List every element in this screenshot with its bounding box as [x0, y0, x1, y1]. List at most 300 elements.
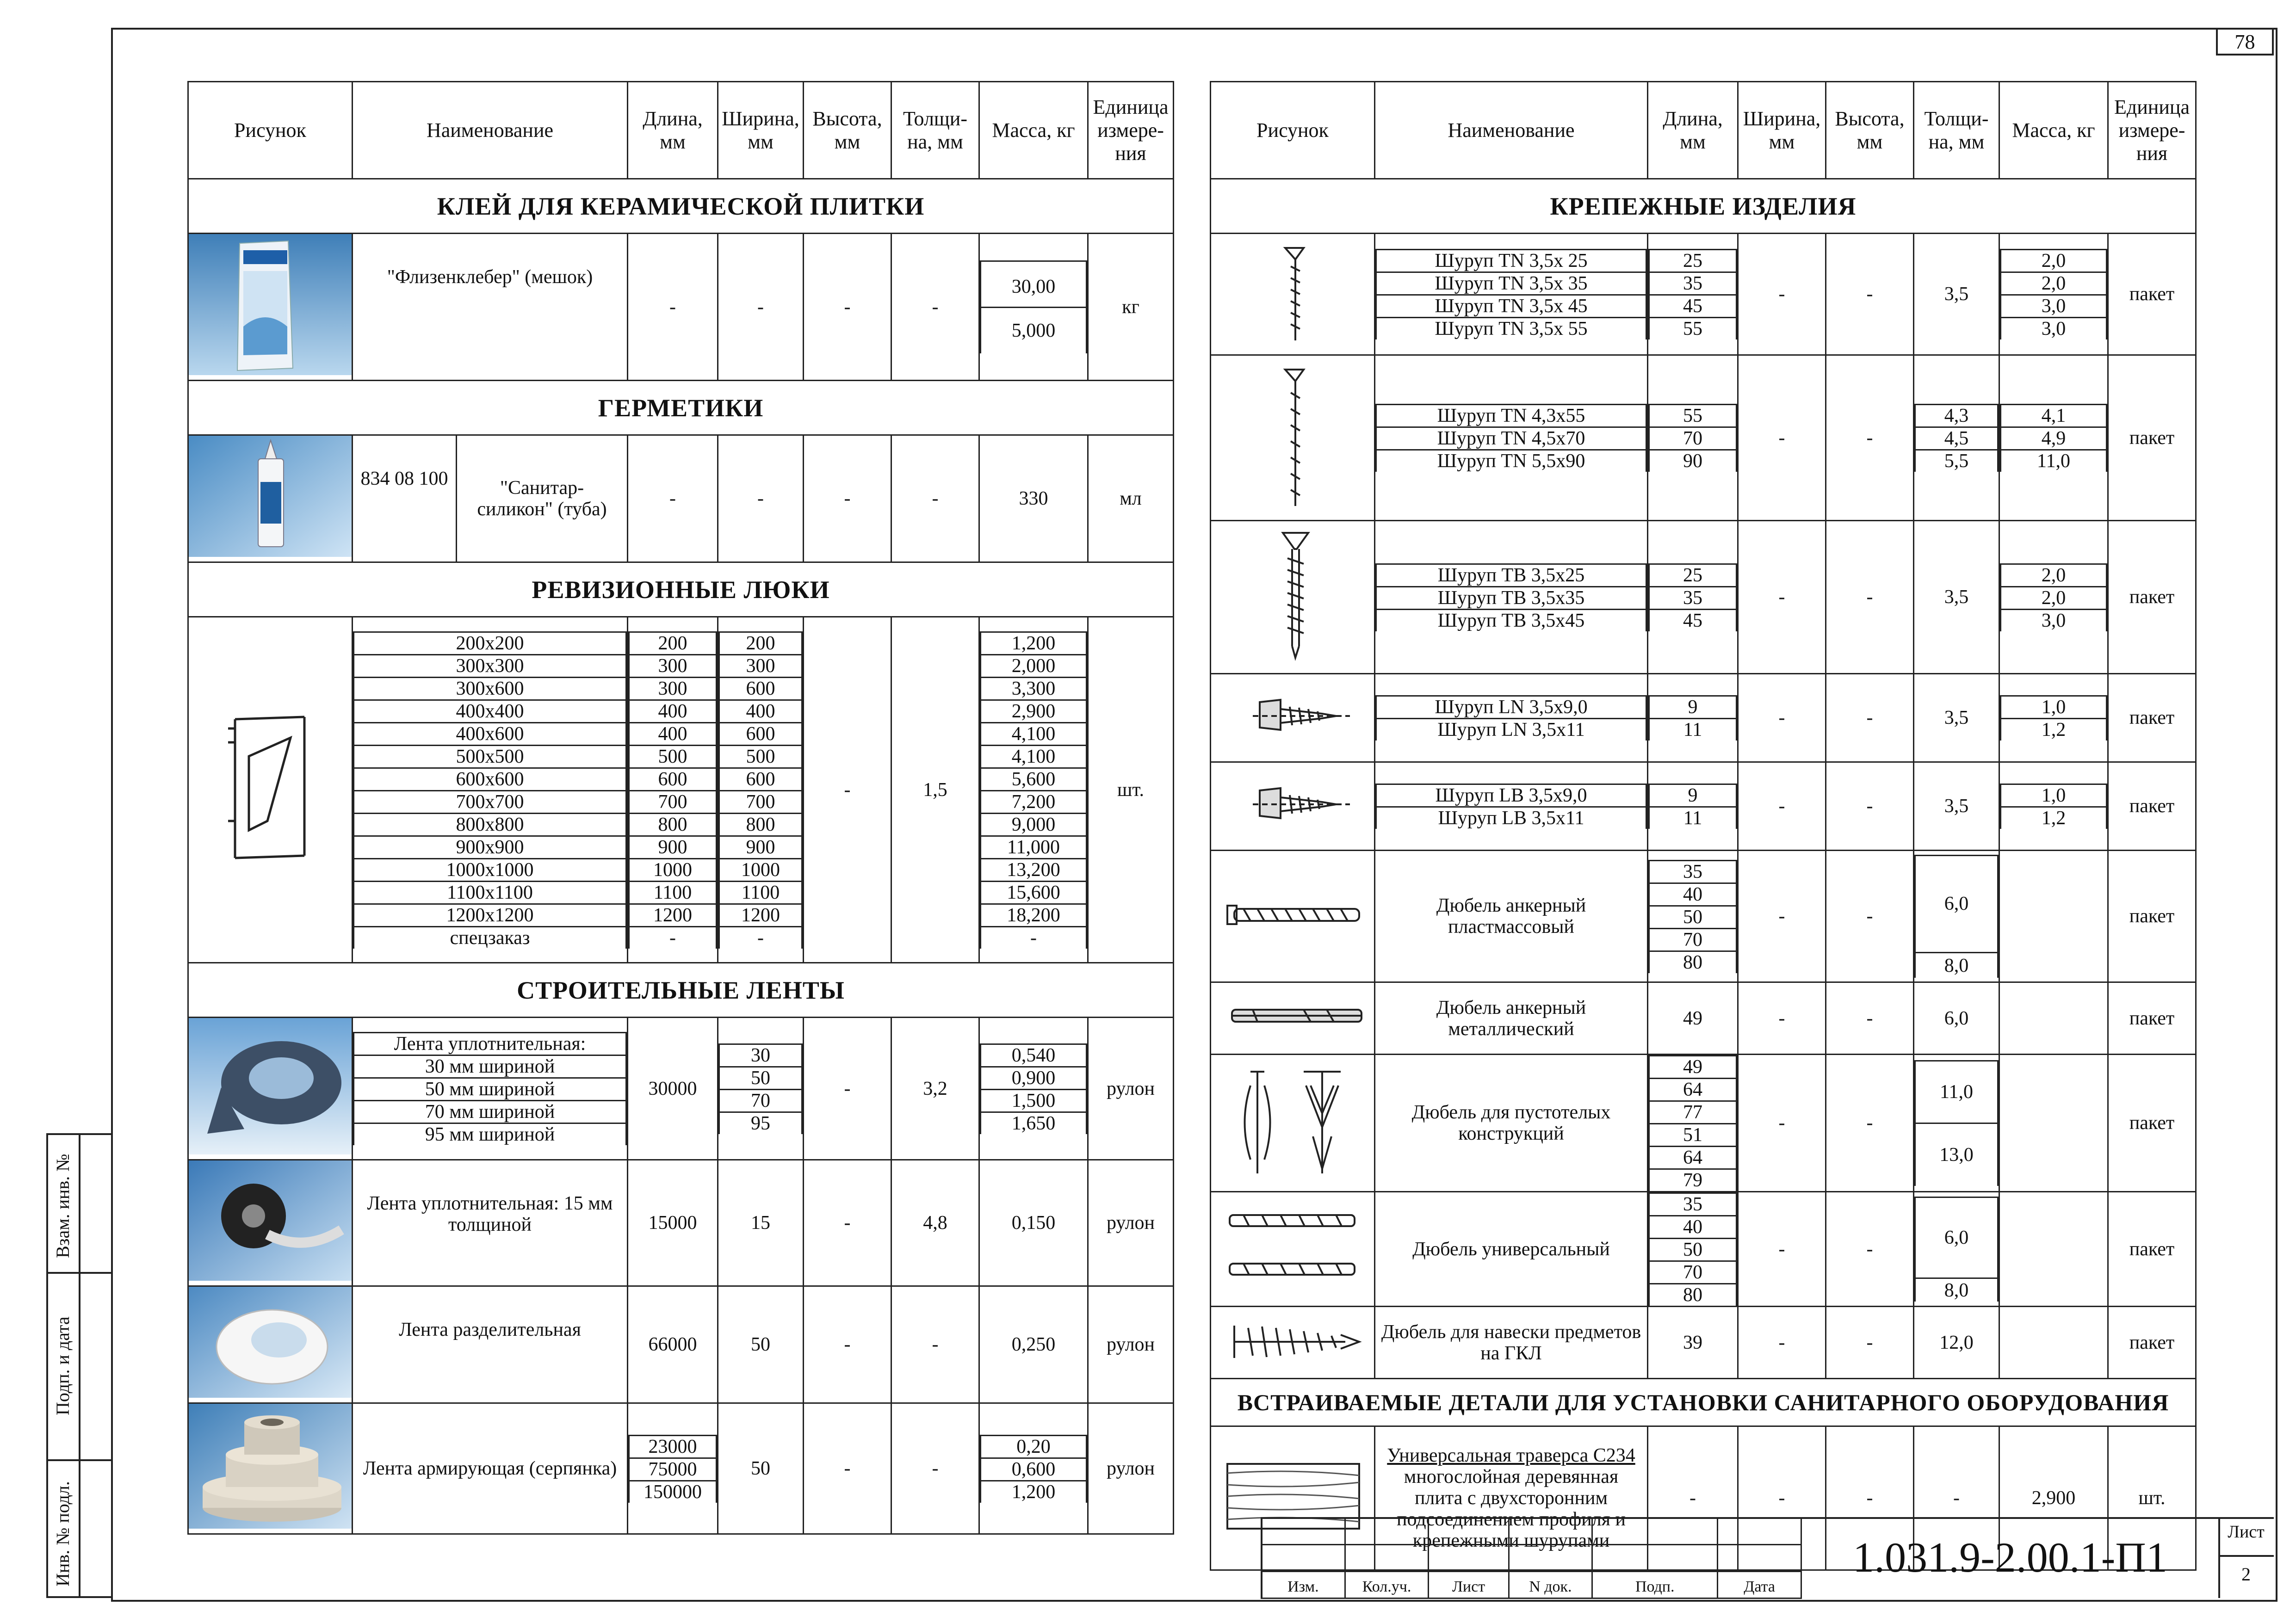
sealant-unit: мл [1088, 435, 1174, 562]
tape1-variant: 95 мм шириной [354, 1123, 626, 1146]
sealant-code: 834 08 100 [353, 435, 457, 562]
sheet-label: Лист [2228, 1522, 2265, 1542]
stamp-col-label: Изм. [1262, 1572, 1345, 1598]
g8-thk-2: 13,0 [1915, 1123, 1998, 1186]
hatch-len-value: 400 [629, 700, 717, 722]
g7-thk: 6,0 [1914, 982, 1999, 1055]
tape1-mass-value: 0,540 [981, 1044, 1087, 1067]
g4-mass-value: 1,2 [2001, 719, 2107, 741]
g11-unit: шт. [2108, 1426, 2196, 1570]
tape1-thk: 3,2 [891, 1018, 979, 1160]
hatch-size: 1100x1100 [354, 881, 626, 904]
right-spec-table [1210, 81, 2197, 1571]
hatch-hei: - [804, 617, 891, 963]
section-title: СТРОИТЕЛЬНЫЕ ЛЕНТЫ [188, 963, 1174, 1018]
tape4-thk: - [891, 1403, 979, 1534]
g3-names [1375, 521, 1648, 674]
g11-thk: - [1914, 1426, 1999, 1570]
section-title: ГЕРМЕТИКИ [188, 381, 1174, 435]
tape4-name: Лента армирующая (серпянка) [353, 1403, 628, 1534]
hatch-len-value: - [629, 926, 717, 949]
hdr-name: Наименование [1375, 82, 1648, 179]
tape3-hei: - [804, 1286, 891, 1403]
g1-thk: 3,5 [1914, 234, 1999, 355]
hatch-mass-value: 2,000 [981, 654, 1087, 677]
tape4-len-value: 23000 [629, 1435, 717, 1458]
tape1-mass [979, 1018, 1088, 1160]
tape2-hei: - [804, 1160, 891, 1286]
hatch-size: 500x500 [354, 745, 626, 768]
hdr-thk: Толщи- на, мм [891, 82, 979, 179]
g5-len [1648, 762, 1738, 851]
hatch-unit: шт. [1088, 617, 1174, 963]
hatch-mass-value: 1,200 [981, 632, 1087, 654]
g2-hei: - [1826, 355, 1914, 521]
g5-mass-value: 1,0 [2001, 784, 2107, 807]
hatch-mass-value: 5,600 [981, 768, 1087, 790]
g9-mass [1999, 1192, 2108, 1307]
glue-wid: - [718, 234, 804, 381]
g9-len-value: 70 [1649, 1261, 1737, 1284]
hatch-len-value: 600 [629, 768, 717, 790]
g3-hei: - [1826, 521, 1914, 674]
g6-len-value: 40 [1649, 883, 1737, 906]
g4-unit: пакет [2108, 674, 2196, 762]
g6-len [1648, 851, 1738, 982]
tape1-wid-value: 50 [719, 1067, 802, 1089]
g1-len-value: 35 [1649, 272, 1737, 295]
g9-thk-2: 8,0 [1915, 1278, 1998, 1302]
g1-mass-value: 2,0 [2001, 272, 2107, 295]
g9-name: Дюбель универсальный [1375, 1192, 1648, 1307]
tape3-mass: 0,250 [979, 1286, 1088, 1403]
g1-item-name: Шуруп TN 3,5x 35 [1376, 272, 1646, 295]
stamp-col-label: Кол.уч. [1345, 1572, 1429, 1598]
screw-tn-small-drawing [1211, 234, 1375, 355]
g2-item-name: Шуруп TN 5,5x90 [1376, 450, 1646, 472]
g11-title: Универсальная траверса С234 [1387, 1445, 1635, 1466]
tape-coil-image [188, 1160, 353, 1286]
g6-mass [1999, 851, 2108, 982]
hatch-size: 200x200 [354, 632, 626, 654]
hatch-mass-value: 3,300 [981, 677, 1087, 700]
g5-len-value: 11 [1649, 807, 1737, 829]
g4-wid: - [1738, 674, 1826, 762]
glue-len: - [628, 234, 718, 381]
hdr-hei: Высота, мм [804, 82, 891, 179]
hatch-size: 800x800 [354, 813, 626, 836]
g9-hei: - [1826, 1192, 1914, 1307]
g1-item-name: Шуруп TN 3,5x 55 [1376, 318, 1646, 340]
tape2-name: Лента уплотнительная: 15 мм толщиной [353, 1160, 628, 1286]
glue-hei: - [804, 234, 891, 381]
g3-item-name: Шуруп TB 3,5x35 [1376, 586, 1646, 609]
g5-len-value: 9 [1649, 784, 1737, 807]
g10-len: 39 [1648, 1307, 1738, 1379]
tape3-name: Лента разделительная [353, 1286, 628, 1403]
section-title: РЕВИЗИОННЫЕ ЛЮКИ [188, 562, 1174, 617]
g4-mass [1999, 674, 2108, 762]
g7-name: Дюбель анкерный металлический [1375, 982, 1648, 1055]
tape-roll-image [188, 1018, 353, 1160]
hatch-wid-value: 1100 [719, 881, 802, 904]
g5-mass-value: 1,2 [2001, 807, 2107, 829]
hatch-wid-value: 300 [719, 654, 802, 677]
hatch-wid-value: 1000 [719, 858, 802, 881]
g3-unit: пакет [2108, 521, 2196, 674]
tape4-mass-value: 1,200 [981, 1481, 1087, 1503]
g11-wid: - [1738, 1426, 1826, 1570]
g9-unit: пакет [2108, 1192, 2196, 1307]
hatch-size: 1200x1200 [354, 904, 626, 926]
g2-mass [1999, 355, 2108, 521]
g8-wid: - [1738, 1055, 1826, 1192]
hdr-hei: Высота, мм [1826, 82, 1914, 179]
g8-len-value: 51 [1649, 1124, 1737, 1147]
tape4-len-value: 150000 [629, 1481, 717, 1503]
hatch-size: 400x600 [354, 722, 626, 745]
g11-mass: 2,900 [1999, 1426, 2108, 1570]
tape1-variant: 50 мм шириной [354, 1078, 626, 1101]
document-code: 1.031.9-2.00.1-П1 [1853, 1534, 2167, 1581]
hdr-thk: Толщи- на, мм [1914, 82, 1999, 179]
glue-mass-1: 30,00 [981, 261, 1087, 307]
g10-mass [1999, 1307, 2108, 1379]
hatch-wid-value: 500 [719, 745, 802, 768]
hatch-mass-value: 11,000 [981, 836, 1087, 858]
hatch-len-value: 1000 [629, 858, 717, 881]
hatch-len-value: 700 [629, 790, 717, 813]
section-title: ВСТРАИВАЕМЫЕ ДЕТАЛИ ДЛЯ УСТАНОВКИ САНИТАРНОГО ОБОРУДОВАНИЯ [1211, 1379, 2196, 1426]
g4-item-name: Шуруп LN 3,5x11 [1376, 719, 1646, 741]
g9-len-value: 40 [1649, 1216, 1737, 1239]
hatch-mass-value: 7,200 [981, 790, 1087, 813]
g3-wid: - [1738, 521, 1826, 674]
g1-len [1648, 234, 1738, 355]
g6-len-value: 70 [1649, 928, 1737, 951]
g9-len [1648, 1192, 1738, 1307]
glue-thk: - [891, 234, 979, 381]
section-title: КРЕПЕЖНЫЕ ИЗДЕЛИЯ [1211, 179, 2196, 234]
g1-unit: пакет [2108, 234, 2196, 355]
hatch-wid-value: 200 [719, 632, 802, 654]
g5-thk: 3,5 [1914, 762, 1999, 851]
g1-len-value: 45 [1649, 295, 1737, 318]
g3-len-value: 45 [1649, 609, 1737, 631]
g2-thk-value: 4,5 [1915, 427, 1998, 450]
tape4-mass-value: 0,20 [981, 1435, 1087, 1458]
mesh-tape-image [188, 1403, 353, 1534]
g2-mass-value: 4,9 [2001, 427, 2107, 450]
tape2-unit: рулон [1088, 1160, 1174, 1286]
screw-ln-drawing [1211, 674, 1375, 762]
sealant-name: "Санитар- силикон" (туба) [457, 435, 628, 562]
tape1-wid [718, 1018, 804, 1160]
g10-unit: пакет [2108, 1307, 2196, 1379]
hatch-size: 1000x1000 [354, 858, 626, 881]
g11-desc: многослойная деревянная плита с двухсторонним подсоединением профиля и крепежными шурупами [1397, 1466, 1626, 1551]
hollow-anchor-drawing [1211, 1055, 1375, 1192]
g4-len-value: 9 [1649, 696, 1737, 719]
hatch-size: 300x300 [354, 654, 626, 677]
g6-len-value: 35 [1649, 860, 1737, 883]
g2-wid: - [1738, 355, 1826, 521]
g7-unit: пакет [2108, 982, 2196, 1055]
sealant-hei: - [804, 435, 891, 562]
hatch-wid-value: 700 [719, 790, 802, 813]
g6-wid: - [1738, 851, 1826, 982]
tape1-variant: 70 мм шириной [354, 1101, 626, 1123]
hatch-wid-value: 600 [719, 677, 802, 700]
g4-mass-value: 1,0 [2001, 696, 2107, 719]
anchor-metal-drawing [1211, 982, 1375, 1055]
hatch-thk: 1,5 [891, 617, 979, 963]
g2-len-value: 70 [1649, 427, 1737, 450]
g7-mass [1999, 982, 2108, 1055]
g8-len-value: 79 [1649, 1169, 1737, 1191]
g1-names [1375, 234, 1648, 355]
stamp-grid [1261, 1517, 1802, 1599]
hatch-mass-value: 15,600 [981, 881, 1087, 904]
hdr-pic: Рисунок [1211, 82, 1375, 179]
g8-len-value: 77 [1649, 1101, 1737, 1124]
g1-len-value: 55 [1649, 318, 1737, 340]
hatch-drawing [188, 617, 353, 963]
left-spec-table [187, 81, 1174, 1535]
tape1-mass-value: 1,500 [981, 1089, 1087, 1112]
tape2-thk: 4,8 [891, 1160, 979, 1286]
tape4-unit: рулон [1088, 1403, 1174, 1534]
tape1-wid-value: 70 [719, 1089, 802, 1112]
g1-item-name: Шуруп TN 3,5x 45 [1376, 295, 1646, 318]
hdr-len: Длина, мм [1648, 82, 1738, 179]
g7-wid: - [1738, 982, 1826, 1055]
g2-thk-value: 4,3 [1915, 405, 1998, 427]
hdr-unit: Единица измере- ния [2108, 82, 2196, 179]
tape4-wid: 50 [718, 1403, 804, 1534]
screw-lb-drawing [1211, 762, 1375, 851]
g9-len-value: 80 [1649, 1284, 1737, 1306]
g8-len-value: 64 [1649, 1147, 1737, 1169]
g6-thk-2: 8,0 [1915, 952, 1998, 978]
g1-mass-value: 2,0 [2001, 250, 2107, 272]
tape1-wid-value: 30 [719, 1044, 802, 1067]
hatch-len-value: 500 [629, 745, 717, 768]
g8-unit: пакет [2108, 1055, 2196, 1192]
g8-thk-1: 11,0 [1915, 1061, 1998, 1123]
hatch-wid [718, 617, 804, 963]
tape3-wid: 50 [718, 1286, 804, 1403]
g1-mass [1999, 234, 2108, 355]
g7-hei: - [1826, 982, 1914, 1055]
hatch-len-value: 1100 [629, 881, 717, 904]
g7-len: 49 [1648, 982, 1738, 1055]
g9-thk [1914, 1192, 1999, 1307]
g4-item-name: Шуруп LN 3,5x9,0 [1376, 696, 1646, 719]
hatch-len-value: 400 [629, 722, 717, 745]
g3-item-name: Шуруп TB 3,5x45 [1376, 609, 1646, 631]
g10-name: Дюбель для навески предметов на ГКЛ [1375, 1307, 1648, 1379]
tape4-mass [979, 1403, 1088, 1534]
g4-len-value: 11 [1649, 719, 1737, 741]
hatch-mass-value: - [981, 926, 1087, 949]
g2-names [1375, 355, 1648, 521]
tape4-len [628, 1403, 718, 1534]
tape1-wid-value: 95 [719, 1112, 802, 1134]
g9-len-value: 35 [1649, 1193, 1737, 1216]
g6-name: Дюбель анкерный пластмассовый [1375, 851, 1648, 982]
hatch-len-value: 900 [629, 836, 717, 858]
hatch-len-value: 800 [629, 813, 717, 836]
g1-mass-value: 3,0 [2001, 318, 2107, 340]
g5-names [1375, 762, 1648, 851]
g11-len: - [1648, 1426, 1738, 1570]
tape4-mass-value: 0,600 [981, 1458, 1087, 1481]
hatch-wid-value: 900 [719, 836, 802, 858]
g2-item-name: Шуруп TN 4,3x55 [1376, 405, 1646, 427]
tape3-unit: рулон [1088, 1286, 1174, 1403]
hatch-wid-value: 600 [719, 722, 802, 745]
side-label-vzam: Взам. инв. № [52, 1154, 73, 1258]
hatch-len-value: 1200 [629, 904, 717, 926]
g3-mass-value: 2,0 [2001, 564, 2107, 586]
hdr-unit: Единица измере- ния [1088, 82, 1174, 179]
g2-mass-value: 4,1 [2001, 405, 2107, 427]
g8-len-value: 64 [1649, 1079, 1737, 1101]
g3-len-value: 25 [1649, 564, 1737, 586]
hdr-wid: Ширина, мм [1738, 82, 1826, 179]
tape4-len-value: 75000 [629, 1458, 717, 1481]
g6-len-value: 80 [1649, 951, 1737, 973]
g6-thk-1: 6,0 [1915, 855, 1998, 952]
tape3-len: 66000 [628, 1286, 718, 1403]
hatch-size: 400x400 [354, 700, 626, 722]
page-number-box: 78 [2216, 28, 2274, 56]
g9-len-value: 50 [1649, 1239, 1737, 1261]
glue-unit: кг [1088, 234, 1174, 381]
stamp-col-label: Дата [1718, 1572, 1801, 1598]
g2-thk-value: 5,5 [1915, 450, 1998, 472]
universal-dowel-drawing [1211, 1192, 1375, 1307]
sealant-len: - [628, 435, 718, 562]
g10-hei: - [1826, 1307, 1914, 1379]
hdr-name: Наименование [353, 82, 628, 179]
tape3-thk: - [891, 1286, 979, 1403]
g3-len-value: 35 [1649, 586, 1737, 609]
tape1-unit: рулон [1088, 1018, 1174, 1160]
tape1-len: 30000 [628, 1018, 718, 1160]
hatch-len-value: 300 [629, 677, 717, 700]
white-tape-image [188, 1286, 353, 1403]
g1-hei: - [1826, 234, 1914, 355]
hatch-wid-value: 600 [719, 768, 802, 790]
screw-tn-long-drawing [1211, 355, 1375, 521]
g8-len-value: 49 [1649, 1056, 1737, 1079]
g1-mass-value: 3,0 [2001, 295, 2107, 318]
g4-len [1648, 674, 1738, 762]
left-header-row [188, 82, 1174, 179]
tape2-len: 15000 [628, 1160, 718, 1286]
g8-hei: - [1826, 1055, 1914, 1192]
g2-len-value: 90 [1649, 450, 1737, 472]
g5-item-name: Шуруп LB 3,5x11 [1376, 807, 1646, 829]
g5-hei: - [1826, 762, 1914, 851]
sealant-tube-image [188, 435, 353, 562]
hatch-wid-value: 400 [719, 700, 802, 722]
side-label-inv: Инв. № подл. [52, 1481, 73, 1586]
tape1-mass-value: 1,650 [981, 1112, 1087, 1134]
g3-mass-value: 2,0 [2001, 586, 2107, 609]
tape1-mass-value: 0,900 [981, 1067, 1087, 1089]
hatch-size: 700x700 [354, 790, 626, 813]
side-label-podp: Подп. и дата [52, 1316, 73, 1415]
g1-wid: - [1738, 234, 1826, 355]
g6-thk [1914, 851, 1999, 982]
hatch-mass [979, 617, 1088, 963]
tape4-hei: - [804, 1403, 891, 1534]
hatch-mass-value: 2,900 [981, 700, 1087, 722]
g3-len [1648, 521, 1738, 674]
hatch-mass-value: 4,100 [981, 745, 1087, 768]
stamp-col-label: Лист [1429, 1572, 1509, 1598]
sealant-wid: - [718, 435, 804, 562]
glue-bag-image [188, 234, 353, 381]
tape1-variant: 30 мм шириной [354, 1055, 626, 1078]
g2-item-name: Шуруп TN 4,5x70 [1376, 427, 1646, 450]
tape2-wid: 15 [718, 1160, 804, 1286]
stamp-col-label: Подп. [1592, 1572, 1718, 1598]
glue-mass-2: 5,000 [981, 307, 1087, 353]
hdr-mass: Масса, кг [1999, 82, 2108, 179]
g6-unit: пакет [2108, 851, 2196, 982]
hdr-pic: Рисунок [188, 82, 353, 179]
g3-mass-value: 3,0 [2001, 609, 2107, 631]
g10-wid: - [1738, 1307, 1826, 1379]
g2-mass-value: 11,0 [2001, 450, 2107, 472]
tape2-mass: 0,150 [979, 1160, 1088, 1286]
g8-len [1648, 1055, 1738, 1192]
g6-hei: - [1826, 851, 1914, 982]
hatch-wid-value: 1200 [719, 904, 802, 926]
tape1-title: Лента уплотнительная: [354, 1033, 626, 1055]
hatch-size: спецзаказ [354, 926, 626, 949]
g8-thk [1914, 1055, 1999, 1192]
hatch-len-value: 300 [629, 654, 717, 677]
g8-name: Дюбель для пустотелых конструкций [1375, 1055, 1648, 1192]
hdr-mass: Масса, кг [979, 82, 1088, 179]
g9-thk-1: 6,0 [1915, 1197, 1998, 1278]
glue-mass [979, 234, 1088, 381]
g10-thk: 12,0 [1914, 1307, 1999, 1379]
hatch-size: 900x900 [354, 836, 626, 858]
g9-wid: - [1738, 1192, 1826, 1307]
g11-hei: - [1826, 1426, 1914, 1570]
g3-thk: 3,5 [1914, 521, 1999, 674]
sealant-mass: 330 [979, 435, 1088, 562]
glue-name: "Флизенклебер" (мешок) [353, 234, 628, 381]
screw-tb-drawing [1211, 521, 1375, 674]
g2-len-value: 55 [1649, 405, 1737, 427]
g4-hei: - [1826, 674, 1914, 762]
hatch-wid-value: 800 [719, 813, 802, 836]
g5-mass [1999, 762, 2108, 851]
section-title: КЛЕЙ ДЛЯ КЕРАМИЧЕСКОЙ ПЛИТКИ [188, 179, 1174, 234]
hatch-mass-value: 4,100 [981, 722, 1087, 745]
hdr-len: Длина, мм [628, 82, 718, 179]
tape1-names [353, 1018, 628, 1160]
g1-item-name: Шуруп TN 3,5x 25 [1376, 250, 1646, 272]
stamp-col-label: N док. [1509, 1572, 1592, 1598]
